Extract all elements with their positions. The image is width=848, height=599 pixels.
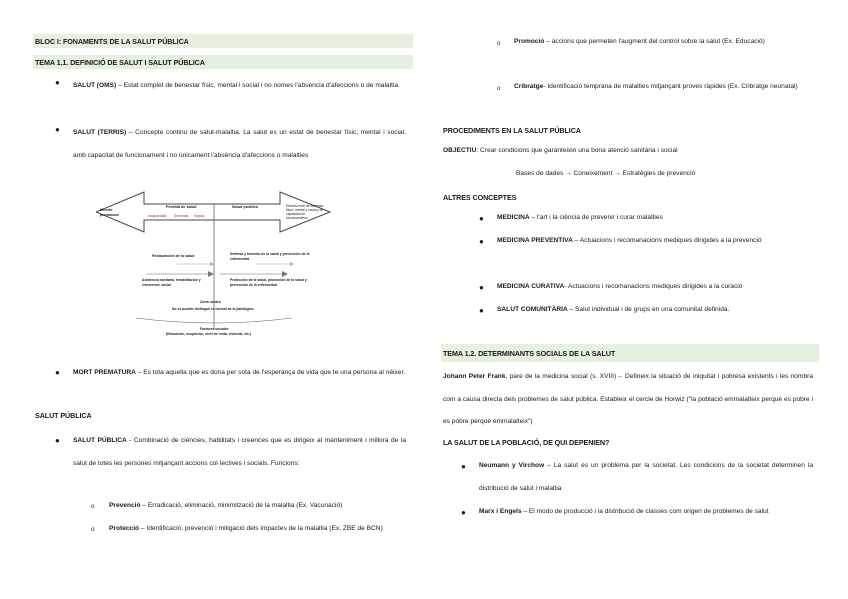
proc-heading: PROCEDIMENTS EN LA SALUT PÚBLICA (443, 126, 581, 135)
promocio-paragraph (514, 31, 812, 54)
neumann-term: Neumann y Virchow (479, 462, 545, 469)
altres-heading: ALTRES CONCEPTES (443, 193, 517, 202)
frank-term: Johann Peter Frank (443, 373, 506, 380)
diagram-neutral-label: Zona neutra (200, 300, 221, 304)
diagram-prot-sub: Protección de la salud, promoción de la salud y prevención de la enfermedad (230, 278, 307, 287)
marx-paragraph (479, 501, 813, 524)
diagram-rest-sub: Asistencia sanitaria, rehabilitación y reinserción social (142, 278, 201, 287)
depenen-heading: LA SALUT DE LA POBLACIÓ, DE QUI DEPENIEN? (443, 438, 610, 447)
cribratge-term: Cribratge (514, 83, 544, 90)
salut-publica-paragraph (73, 430, 406, 475)
tema2-title: TEMA 1.2. DETERMINANTS SOCIALS DE LA SALUT (443, 349, 616, 358)
mort-term: MORT PREMATURA (73, 369, 136, 376)
diagram-loss-sub-1: Incapacidad (148, 214, 167, 218)
proteccio-text: – Identificació, prevenció i mitigació dels impactes de la malaltia (Ex. ZBE de BCN) (139, 525, 383, 532)
neumann-text: – La salut es un problema per la societat. Les condicions de la societat determinen la distribució de salut i malaltia (479, 462, 814, 492)
cribratge-paragraph (514, 76, 812, 99)
diagram-positive-label: Salud positiva (232, 205, 258, 209)
cribratge-text: - Identificació temprana de malalties mitjançant proves ràpides (Ex. Cribratge neonatal) (543, 83, 798, 90)
bullet-dot: ● (461, 462, 466, 471)
salut-terris-paragraph (73, 122, 406, 167)
diagram-right-end: Elevado nivel de bienestar físico, mental y social y de capacidad de funcionamiento (286, 204, 324, 220)
diagram-factors-sub: (Educación, ocupación, nivel de renta, vivienda, etc.) (166, 332, 252, 336)
objectiu-paragraph (443, 140, 813, 163)
med-prev-text: – Actuacions i recomanacions mediques dirigides a la prevenció (572, 237, 762, 244)
diagram-loss-sub-2: Síntomas (174, 214, 189, 218)
salut-oms-paragraph (73, 75, 406, 98)
mort-paragraph (73, 362, 406, 385)
health-continuum-diagram (96, 190, 332, 338)
salut-terris-term: SALUT (TERRIS) (73, 129, 127, 136)
bullet-dot: ● (479, 306, 484, 315)
marx-term: Marx i Engels (479, 508, 522, 515)
bullet-dot: ● (479, 237, 484, 246)
medicina-term: MEDICINA (497, 214, 530, 221)
salut-com-term: SALUT COMUNITÀRIA (497, 306, 568, 313)
med-cur-paragraph (497, 276, 813, 299)
med-cur-text: - Actuacions i recomanacions mediques dirigides a la curació (564, 283, 743, 290)
circle-bullet: o (497, 85, 501, 92)
diagram-def-label: Defensa y fomento de la salud y prevención de la enfermedad (230, 252, 310, 261)
bullet-dot: ● (461, 508, 466, 517)
salut-publica-term: SALUT PÚBLICA (73, 437, 127, 444)
med-cur-term: MEDICINA CURATIVA (497, 283, 565, 290)
frank-text: , pare de la medicina social (s. XVIII)→ Defineix la situació de iniquitat i pobresa existents i les nombra com a causa directa dels problemes de salut pública. Estableix el cercle de Horwiz ("la població emmalalteix perquè es pobre i es pobre perquè emmalalteix") (443, 373, 813, 425)
med-prev-term: MEDICINA PREVENTIVA (497, 237, 573, 244)
objectiu-term: OBJECTIU (443, 147, 477, 154)
prevencio-text: – Erradicació, eliminació, minimització de la malaltia (Ex. Vacunació) (140, 502, 343, 509)
diagram-neutral-sub: No es posible distinguir lo normal de lo patológico (172, 307, 254, 311)
marx-text: – El modo de producció i la distribució de classes com origen de problemes de salut (521, 508, 769, 515)
salut-publica-text: - Combinació de ciències, habilitats i creences que es dirigeix al manteniment i millora de la salut de totes les persones mitjançant accions col·lectives i socials. Funcions: (73, 437, 406, 467)
promocio-term: Promoció (514, 38, 545, 45)
prevencio-paragraph (109, 495, 409, 518)
proteccio-term: Protecció (109, 525, 140, 532)
diagram-left-end: Muerte prematura (100, 208, 119, 217)
circle-bullet: o (91, 526, 95, 533)
bullet-dot: ● (55, 78, 60, 87)
salut-com-paragraph (497, 299, 813, 322)
medicina-text: – l'art i la ciència de prevenir i curar malalties (529, 214, 663, 221)
salut-com-text: – Salut individual i de grups en una comunitat definida. (567, 306, 730, 313)
bullet-dot: ● (479, 283, 484, 292)
diagram-rest-label: Restauración de la salud (152, 254, 195, 258)
diagram-factors-label: Factores sociales (200, 327, 229, 331)
frank-paragraph (443, 366, 813, 434)
neumann-paragraph (479, 455, 813, 500)
salut-oms-text: – Estat complet de benestar físic, mental i social i no nomes l'absència d'afeccions o de malaltia. (116, 82, 400, 89)
diagram-loss-sub-3: Signos (194, 214, 205, 218)
medicina-paragraph (497, 207, 813, 230)
circle-bullet: o (91, 503, 95, 510)
bullet-dot: ● (55, 125, 60, 134)
tema-title: TEMA 1.1. DEFINICIÓ DE SALUT I SALUT PÚBLICA (35, 58, 205, 67)
salut-publica-heading: SALUT PÚBLICA (35, 411, 92, 420)
salut-oms-term: SALUT (OMS) (73, 82, 117, 89)
diagram-loss-label: Pérdida de salud (166, 205, 197, 209)
bullet-dot: ● (55, 368, 60, 377)
salut-terris-text: – Concepte continu de salut-malaltia. La salut es un estat de benestar físic, mental i social, amb capacitat de funcionament i no únicament l'absència d'afeccions o malalties (73, 129, 407, 159)
proteccio-paragraph (109, 518, 409, 541)
promocio-text: – accions que permeten l'augment del control sobre la salut (Ex. Educació) (544, 38, 765, 45)
bullet-dot: ● (479, 214, 484, 223)
bullet-dot: ● (55, 436, 60, 445)
bloc-title: BLOC I: FONAMENTS DE LA SALUT PÚBLICA (35, 37, 189, 46)
med-prev-paragraph (497, 230, 813, 253)
circle-bullet: o (497, 40, 501, 47)
mort-text: – Es tota aquella que es dona per sota de l'esperança de vida que te una persona al néixer. (135, 369, 406, 376)
objectiu-text: : Crear condicions que garanteixin una bona atenció sanitària i social (476, 147, 678, 154)
prevencio-term: Prevenció (109, 502, 141, 509)
flow-line: Bases de dades → Coneixement → Estratègies de prevenció (516, 170, 696, 177)
